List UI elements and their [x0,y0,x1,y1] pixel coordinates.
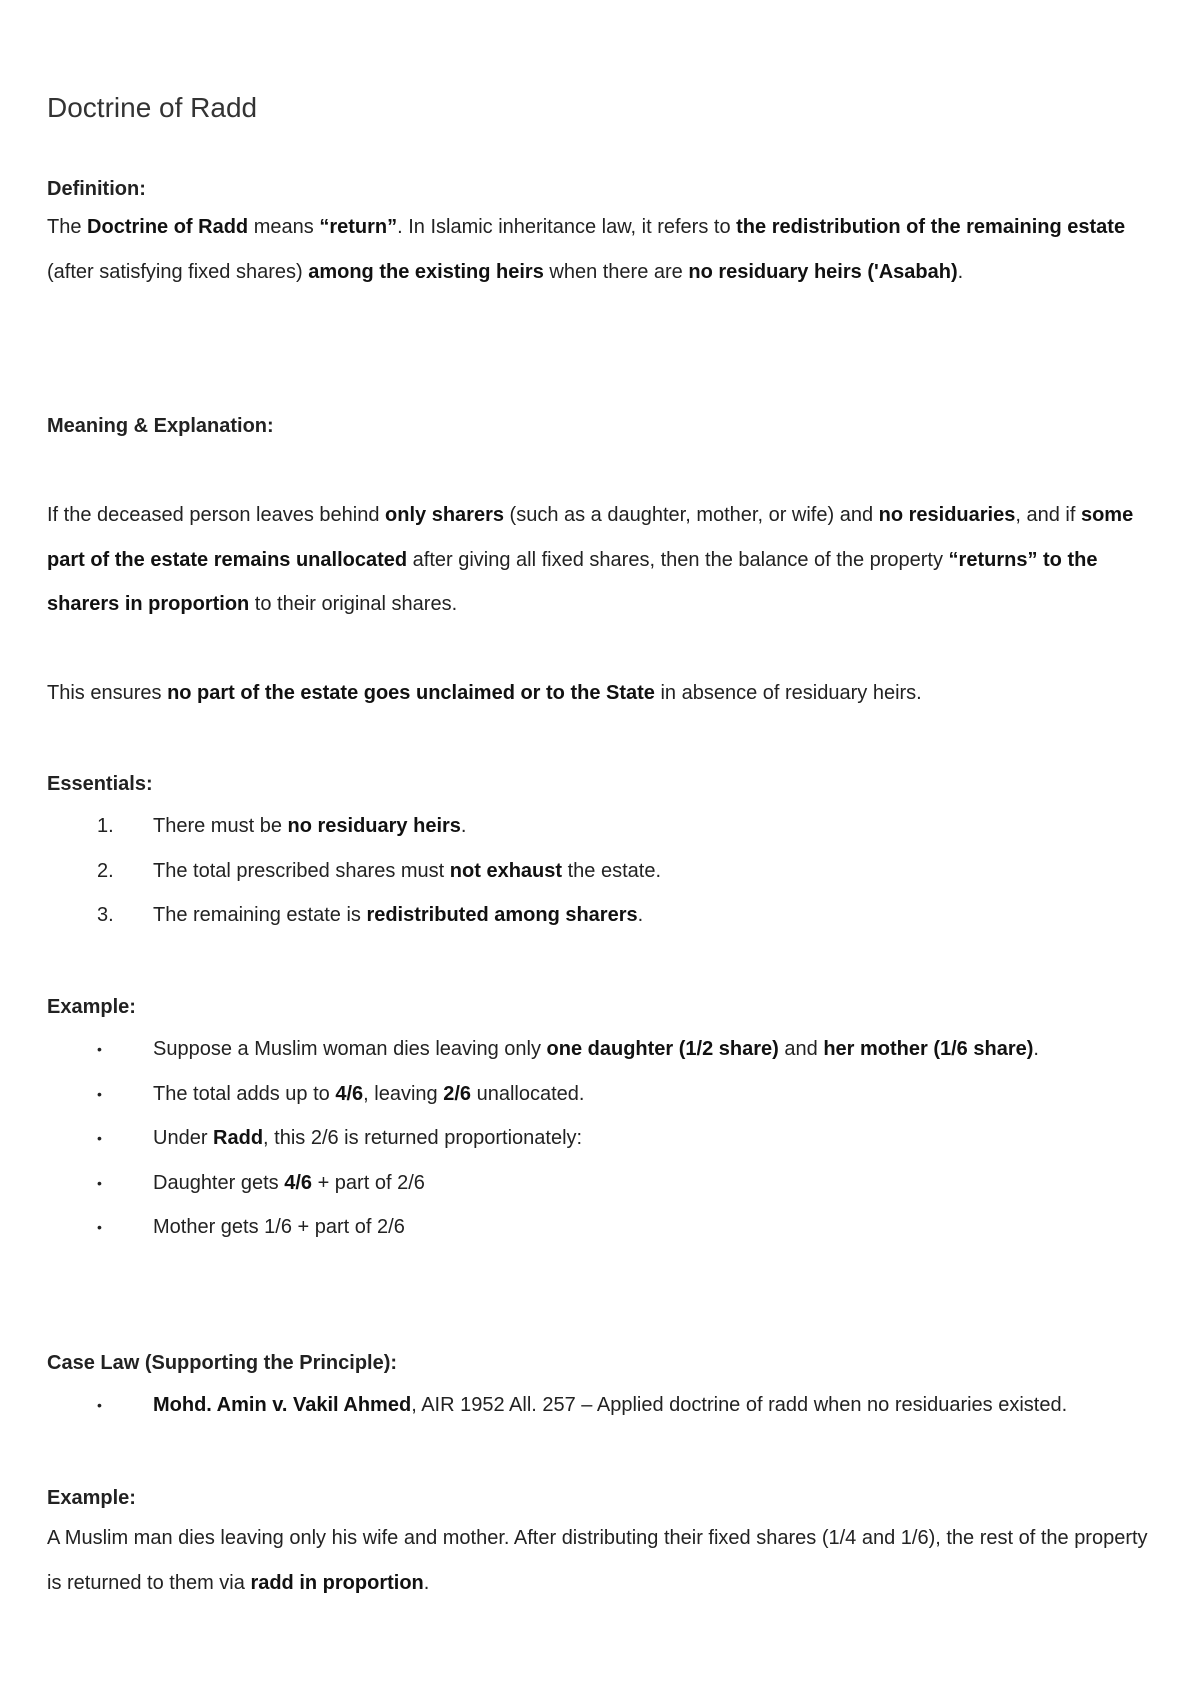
text-run: Daughter gets [153,1171,285,1194]
bullet-icon: • [97,1219,102,1235]
text-run: Under [153,1127,214,1149]
text-run: . [423,1571,430,1594]
definition-paragraph [47,205,1157,294]
example-list-block [47,1027,1157,1250]
bullet-icon: • [97,1041,102,1057]
meaning-section [47,411,1157,441]
bold-run: no residuary heirs [287,815,461,837]
text-run: means [248,216,320,238]
bold-run: no part of the estate goes unclaimed or to the State [167,682,655,704]
example-label: Example: [47,996,136,1018]
bold-run: the redistribution of the remaining estate [736,216,1126,238]
text-run: . In Islamic inheritance law, it refers to [397,216,737,238]
text-run: and [778,1038,824,1060]
text-run: , leaving [363,1082,444,1105]
caselaw-label: Case Law (Supporting the Principle): [47,1352,398,1374]
caselaw-list-block [47,1383,1157,1428]
text-run: Mother gets 1/6 + part of 2/6 [153,1216,405,1238]
definition-text-block [47,205,1157,294]
list-number: 3. [97,904,114,926]
text-run: . [1033,1038,1039,1060]
bold-run: Doctrine of Radd [87,216,249,238]
example-2-label: Example: [47,1487,136,1509]
bold-run: no residuaries [878,504,1016,526]
bold-run: only sharers [385,504,504,526]
case-citation: , AIR 1952 All. 257 – Applied doctrine of radd when no residuaries existed. [411,1394,1068,1416]
text-run: , this 2/6 is returned proportionately: [263,1127,583,1149]
text-run: (such as a daughter, mother, or wife) and [503,504,879,526]
bold-run: 2/6 [443,1082,472,1105]
bold-run: 4/6 [335,1082,364,1105]
text-run: This ensures [47,682,168,704]
text-run: The total prescribed shares must [153,859,450,882]
text-run: The total adds up to [153,1082,336,1105]
text-run: to their original shares. [249,593,458,615]
text-run: A Muslim man dies leaving only his wife and mother. After distributing their fixed shares (1/4 and 1/6), the rest of the property is returned to them via [47,1527,1148,1594]
list-number: 1. [97,815,114,837]
meaning-text-block-2 [47,671,1157,716]
case-name: Mohd. Amin v. Vakil Ahmed [153,1394,412,1416]
text-run: . [460,815,467,837]
list-item [47,1383,1157,1428]
meaning-label: Meaning & Explanation: [47,415,274,437]
text-run: The [47,216,88,238]
example-section [47,992,1157,1022]
text-run: + part of 2/6 [312,1171,425,1194]
list-number: 2. [97,859,114,882]
list-item [47,1116,1157,1161]
bullet-icon: • [97,1085,102,1102]
bold-run: radd in proportion [250,1571,424,1594]
essentials-section [47,769,1157,799]
meaning-paragraph-1 [47,493,1157,627]
bold-run: among the existing heirs [308,260,544,283]
bold-run: “returns” to the sharers in proportion [47,548,1098,615]
caselaw-list [47,1383,1157,1428]
bullet-icon: • [97,1174,102,1191]
example-list [47,1027,1157,1250]
text-run: . [637,904,644,926]
definition-label: Definition: [47,178,146,200]
essentials-list-block [47,804,1157,938]
list-item [47,1205,1157,1250]
text-run: (after satisfying fixed shares) [47,260,309,283]
example-2-text-block [47,1516,1157,1605]
bold-run: “return” [319,216,398,238]
bold-run: Radd [213,1127,264,1149]
document-title: Doctrine of Radd [47,92,258,123]
bullet-icon: • [97,1130,102,1146]
meaning-text-block [47,493,1157,627]
caselaw-section [47,1348,1157,1378]
bold-run: 4/6 [284,1171,313,1194]
essentials-label: Essentials: [47,773,153,795]
bold-run: some part of the estate remains unallocated [47,504,1134,571]
bullet-icon: • [97,1397,102,1413]
meaning-paragraph-2 [47,671,1157,716]
bold-run: no residuary heirs ('Asabah) [688,260,958,283]
example-2-paragraph [47,1516,1157,1605]
list-item [47,1072,1157,1117]
bold-run: one daughter (1/2 share) [546,1038,779,1060]
text-run: unallocated. [471,1082,585,1105]
text-run: , and if [1015,504,1081,526]
list-item [47,804,1157,849]
text-run: the estate. [562,859,662,882]
bold-run: redistributed among sharers [366,904,638,926]
list-item [47,849,1157,894]
definition-section [47,174,1157,204]
list-item [47,893,1157,938]
bold-run: her mother (1/6 share) [823,1038,1034,1060]
text-run: in absence of residuary heirs. [654,682,922,704]
text-run: . [957,260,964,283]
essentials-list [47,804,1157,938]
bold-run: not exhaust [449,859,563,882]
text-run: after giving all fixed shares, then the balance of the property [407,548,949,571]
list-item [47,1161,1157,1206]
list-item [47,1027,1157,1072]
text-run: when there are [543,260,689,283]
example-2-section [47,1483,1157,1513]
text-run: The remaining estate is [153,904,367,926]
text-run: There must be [153,815,288,837]
text-run: Suppose a Muslim woman dies leaving only [153,1038,547,1060]
text-run: If the deceased person leaves behind [47,504,386,526]
